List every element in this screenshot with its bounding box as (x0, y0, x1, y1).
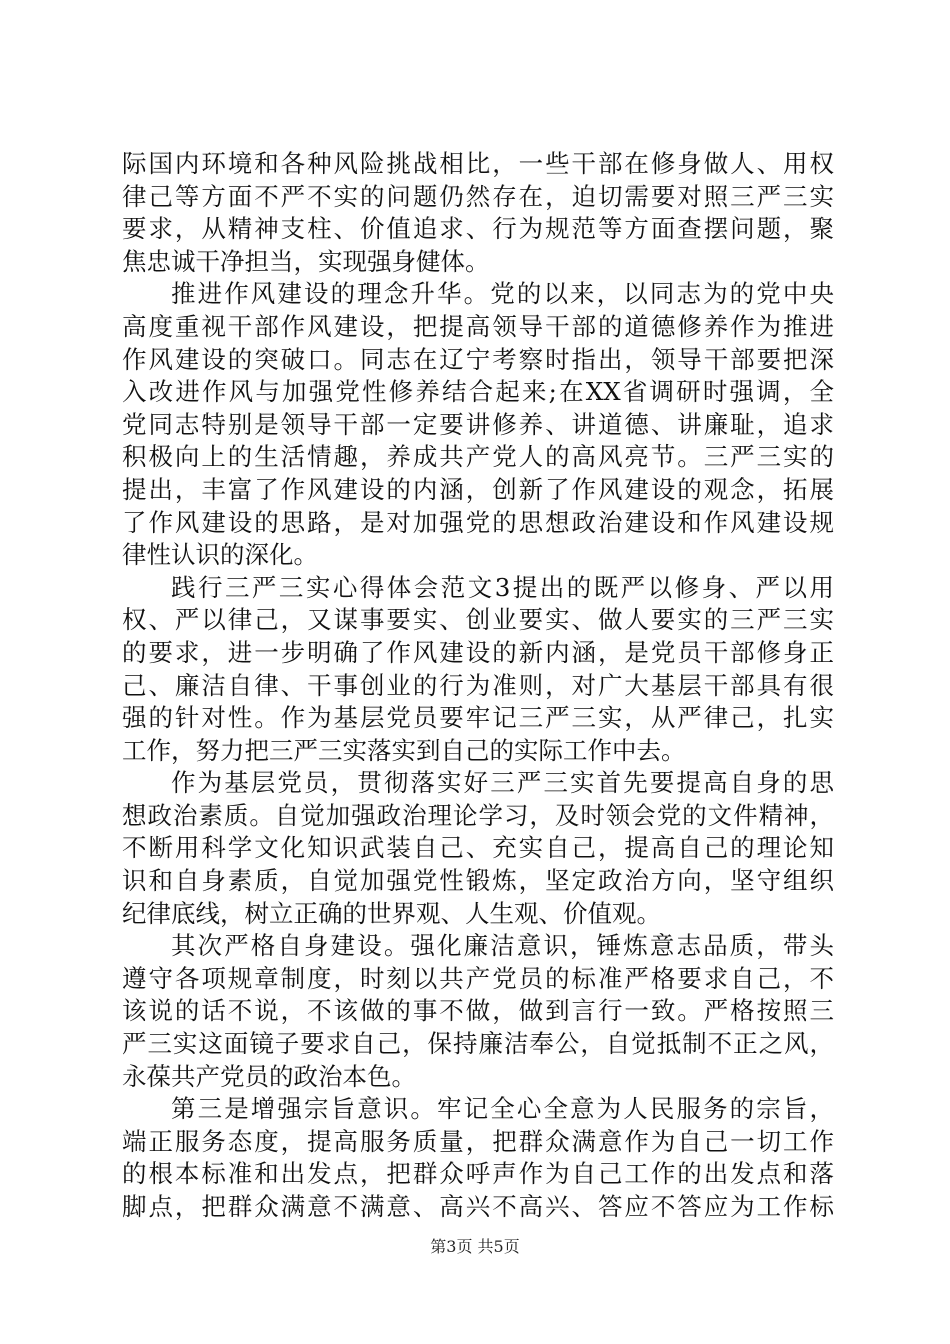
text-line: 律性认识的深化。 (122, 540, 318, 570)
text-line: 积极向上的生活情趣，养成共产党人的高风亮节。三严三实的 (122, 442, 834, 472)
text-line: 焦忠诚干净担当，实现强身健体。 (122, 246, 490, 276)
text-line: 脚点，把群众满意不满意、高兴不高兴、答应不答应为工作标 (122, 1192, 834, 1221)
text-line: 高度重视干部作风建设，把提高领导干部的道德修养作为推进 (122, 311, 834, 341)
text-line: 了作风建设的思路，是对加强党的思想政治建设和作风建设规 (122, 507, 834, 537)
text-line: 不断用科学文化知识武装自己、充实自己，提高自己的理论知 (122, 833, 834, 863)
page-indicator: 第3页 共5页 (430, 1237, 520, 1256)
text-line: 作风建设的突破口。同志在辽宁考察时指出，领导干部要把深 (122, 344, 834, 374)
text-line: 识和自身素质，自觉加强党性锻炼，坚定政治方向，坚守组织 (122, 866, 834, 896)
text-line: 的根本标准和出发点，把群众呼声作为自己工作的出发点和落 (122, 1159, 834, 1189)
text-line: 工作，努力把三严三实落实到自己的实际工作中去。 (122, 735, 686, 765)
text-line: 该说的话不说，不该做的事不做，做到言行一致。严格按照三 (122, 996, 834, 1026)
text-line: 想政治素质。自觉加强政治理论学习，及时领会党的文件精神， (122, 800, 834, 830)
text-line: 端正服务态度，提高服务质量，把群众满意作为自己一切工作 (122, 1126, 834, 1156)
paragraph-first-line: 其次严格自身建设。强化廉洁意识，锤炼意志品质，带头 (171, 931, 834, 961)
paragraph-first-line: 推进作风建设的理念升华。党的以来，以同志为的党中央 (171, 279, 834, 309)
paragraph-first-line: 第三是增强宗旨意识。牢记全心全意为人民服务的宗旨， (171, 1094, 834, 1124)
text-line: 际国内环境和各种风险挑战相比，一些干部在修身做人、用权 (122, 149, 834, 178)
text-line: 永葆共产党员的政治本色。 (122, 1061, 416, 1091)
text-line: 强的针对性。作为基层党员要牢记三严三实，从严律己，扎实 (122, 703, 834, 733)
text-line: 党同志特别是领导干部一定要讲修养、讲道德、讲廉耻，追求 (122, 409, 834, 439)
text-line: 遵守各项规章制度，时刻以共产党员的标准严格要求自己，不 (122, 963, 834, 993)
text-line: 律己等方面不严不实的问题仍然存在，迫切需要对照三严三实 (122, 181, 834, 211)
text-line: 入改进作风与加强党性修养结合起来;在XX省调研时强调，全 (122, 377, 834, 407)
text-line: 的要求，进一步明确了作风建设的新内涵，是党员干部修身正 (122, 637, 834, 667)
text-line: 要求，从精神支柱、价值追求、行为规范等方面查摆问题，聚 (122, 214, 834, 244)
paragraph-first-line: 作为基层党员，贯彻落实好三严三实首先要提高自身的思 (171, 768, 834, 798)
text-line: 纪律底线，树立正确的世界观、人生观、价值观。 (122, 898, 661, 928)
text-line: 严三实这面镜子要求自己，保持廉洁奉公，自觉抵制不正之风， (122, 1029, 834, 1059)
document-body (122, 148, 834, 1224)
text-line: 己、廉洁自律、干事创业的行为准则，对广大基层干部具有很 (122, 670, 834, 700)
text-line: 提出，丰富了作风建设的内涵，创新了作风建设的观念，拓展 (122, 474, 834, 504)
text-line: 权、严以律己，又谋事要实、创业要实、做人要实的三严三实 (122, 605, 834, 635)
paragraph-first-line: 践行三严三实心得体会范文3提出的既严以修身、严以用 (171, 572, 834, 602)
